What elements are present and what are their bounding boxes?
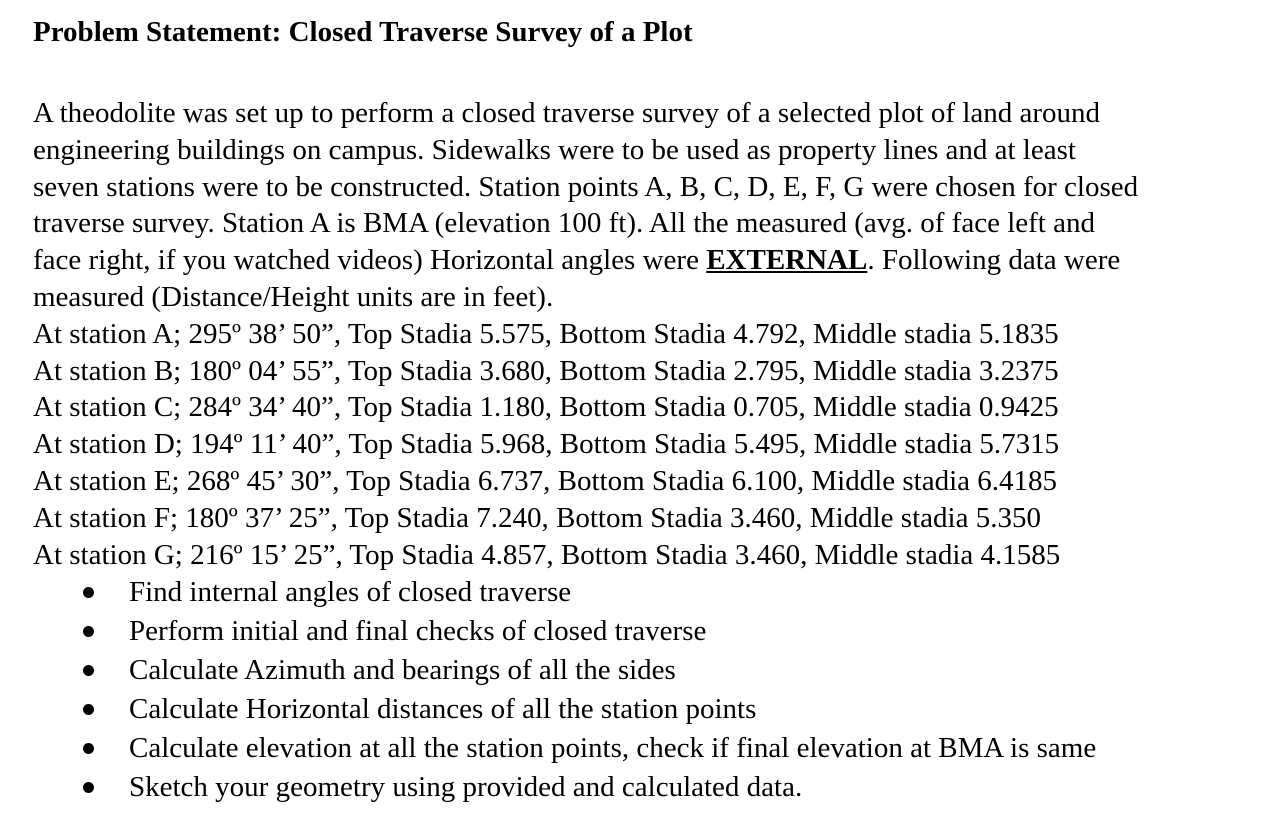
external-emphasis: EXTERNAL <box>706 244 868 277</box>
bullet-icon <box>83 704 94 715</box>
intro-line: traverse survey. Station A is BMA (elevation 100 ft). All the measured (avg. of face left and <box>33 207 1095 240</box>
station-line-a: At station A; 295º 38’ 50”, Top Stadia 5.575, Bottom Stadia 4.792, Middle stadia 5.1835 <box>33 317 1059 350</box>
intro-line: engineering buildings on campus. Sidewalks were to be used as property lines and at least <box>33 133 1076 166</box>
bullet-icon <box>83 587 94 598</box>
station-line-g: At station G; 216º 15’ 25”, Top Stadia 4.857, Bottom Stadia 3.460, Middle stadia 4.1585 <box>33 538 1061 571</box>
task-list <box>33 573 1261 807</box>
list-item <box>33 729 1261 768</box>
bullet-icon <box>83 743 94 754</box>
intro-line: A theodolite was set up to perform a closed traverse survey of a selected plot of land around <box>33 97 1101 129</box>
station-line-b: At station B; 180º 04’ 55”, Top Stadia 3.680, Bottom Stadia 2.795, Middle stadia 3.2375 <box>33 354 1059 387</box>
intro-line <box>33 242 1261 279</box>
intro-line-text: face right, if you watched videos) Horizontal angles were <box>33 244 707 277</box>
task-text: Calculate Azimuth and bearings of all the sides <box>129 654 676 687</box>
document-page <box>33 12 1261 807</box>
list-item <box>33 573 1261 612</box>
task-text: Find internal angles of closed traverse <box>129 576 572 609</box>
station-data-list <box>33 316 1261 574</box>
task-text: Calculate Horizontal distances of all the station points <box>129 693 757 726</box>
intro-line-text: . Following data were <box>867 244 1121 277</box>
intro-line: seven stations were to be constructed. Station points A, B, C, D, E, F, G were chosen for closed <box>33 170 1139 203</box>
task-text: Calculate elevation at all the station points, check if final elevation at BMA is same <box>129 732 1097 765</box>
station-line-f: At station F; 180º 37’ 25”, Top Stadia 7.240, Bottom Stadia 3.460, Middle stadia 5.350 <box>33 501 1041 534</box>
bullet-icon <box>83 665 94 676</box>
list-item <box>33 651 1261 690</box>
intro-line: measured (Distance/Height units are in feet). <box>33 280 554 313</box>
station-line-d: At station D; 194º 11’ 40”, Top Stadia 5.968, Bottom Stadia 5.495, Middle stadia 5.7315 <box>33 428 1060 461</box>
document-title: Problem Statement: Closed Traverse Survey of a Plot <box>33 16 693 48</box>
station-line-c: At station C; 284º 34’ 40”, Top Stadia 1.180, Bottom Stadia 0.705, Middle stadia 0.9425 <box>33 391 1059 424</box>
task-text: Sketch your geometry using provided and calculated data. <box>129 771 803 804</box>
intro-paragraph <box>33 95 1261 316</box>
bullet-icon <box>83 782 94 793</box>
list-item <box>33 690 1261 729</box>
station-line-e: At station E; 268º 45’ 30”, Top Stadia 6.737, Bottom Stadia 6.100, Middle stadia 6.4185 <box>33 464 1058 497</box>
list-item <box>33 768 1261 807</box>
task-text: Perform initial and final checks of closed traverse <box>129 615 707 648</box>
bullet-icon <box>83 626 94 637</box>
list-item <box>33 612 1261 651</box>
